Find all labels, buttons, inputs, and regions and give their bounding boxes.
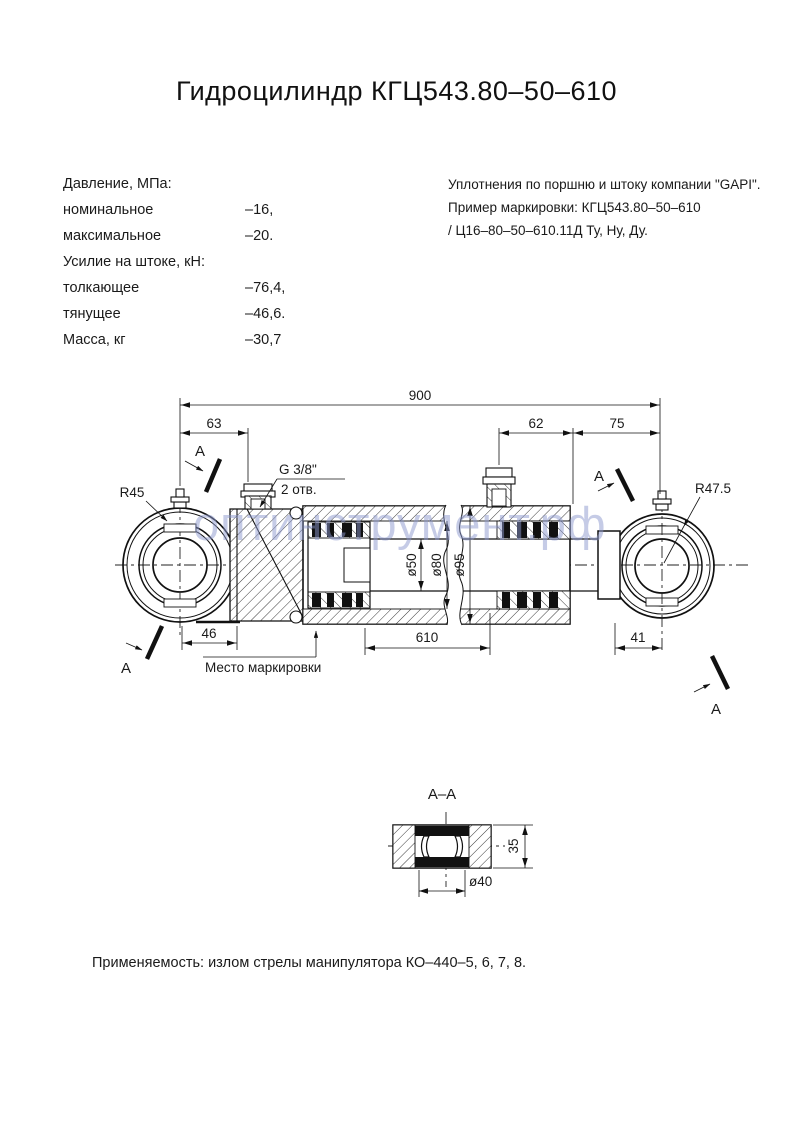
dim-eye-right: 41	[630, 630, 646, 645]
spec-label: Давление, МПа:	[63, 176, 172, 192]
technical-drawing	[0, 388, 793, 918]
spec-row	[63, 197, 295, 223]
spec-value	[245, 171, 295, 197]
spec-label: номинальное	[63, 202, 154, 218]
section-letter: А	[120, 660, 132, 677]
spec-table	[63, 171, 295, 353]
dia-rod-label: ø50	[404, 553, 419, 577]
watermark: оптинструмент.рф	[193, 497, 607, 550]
page-title: Гидроцилиндр КГЦ543.80–50–610	[175, 76, 618, 106]
note-line: Уплотнения по поршню и штоку компании "GAPI".	[448, 177, 761, 192]
spec-value: –16,	[245, 202, 274, 218]
spec-value: –76,4,	[245, 280, 286, 296]
port-fitting-left	[241, 484, 275, 509]
spec-row	[63, 327, 295, 353]
spec-label: Усилие на штоке, кН:	[63, 254, 205, 270]
spec-value: –30,7	[245, 332, 282, 348]
right-eye	[610, 491, 714, 652]
application-note: Применяемость: излом стрелы манипулятора КО–440–5, 6, 7, 8.	[92, 955, 527, 971]
spec-label: максимальное	[63, 228, 162, 244]
note-line: Пример маркировки: КГЦ543.80–50–610	[448, 200, 701, 215]
dim-tube: 610	[415, 630, 439, 645]
spec-value: –20.	[245, 228, 274, 244]
section-bore-dim: ø40	[469, 874, 493, 889]
note-line: / Ц16–80–50–610.11Д Ту, Ну, Ду.	[448, 223, 648, 238]
spec-value	[245, 249, 295, 275]
rod-collar	[598, 531, 620, 599]
radius-left-label: R45	[119, 485, 145, 500]
dim-eye-left: 46	[201, 626, 217, 641]
port-holes-label: 2 отв.	[281, 482, 317, 497]
section-letter: А	[710, 701, 722, 718]
spec-label: тянущее	[63, 306, 121, 322]
cylinder-head	[196, 484, 305, 622]
section-view	[388, 786, 533, 897]
dim-overall-length: 900	[408, 388, 432, 403]
spec-label: Масса, кг	[63, 332, 126, 348]
radius-right-label: R47.5	[695, 481, 732, 496]
dim-rod-port: 62	[528, 416, 544, 431]
dia-outer-label: ø95	[452, 553, 467, 577]
spec-label: толкающее	[63, 280, 140, 296]
dim-head-port: 63	[206, 416, 222, 431]
marking-place-label: Место маркировки	[205, 660, 322, 675]
port-fitting-right	[483, 468, 515, 507]
spec-row	[63, 249, 295, 275]
section-height-dim: 35	[506, 838, 521, 854]
left-eye	[123, 489, 237, 639]
grease-nipple-icon	[171, 489, 189, 508]
spec-row	[63, 171, 295, 197]
section-letter: А	[194, 443, 206, 460]
port-thread-label: G 3/8"	[279, 462, 317, 477]
section-title: А–А	[427, 786, 457, 803]
spec-row	[63, 275, 295, 301]
notes-block	[448, 173, 778, 242]
spec-row	[63, 223, 295, 249]
section-letter: А	[593, 468, 605, 485]
dim-rod-end: 75	[609, 416, 625, 431]
spec-row	[63, 301, 295, 327]
dia-bore-label: ø80	[429, 553, 444, 577]
grease-nipple-icon	[653, 491, 671, 510]
spec-value: –46,6.	[245, 306, 286, 322]
